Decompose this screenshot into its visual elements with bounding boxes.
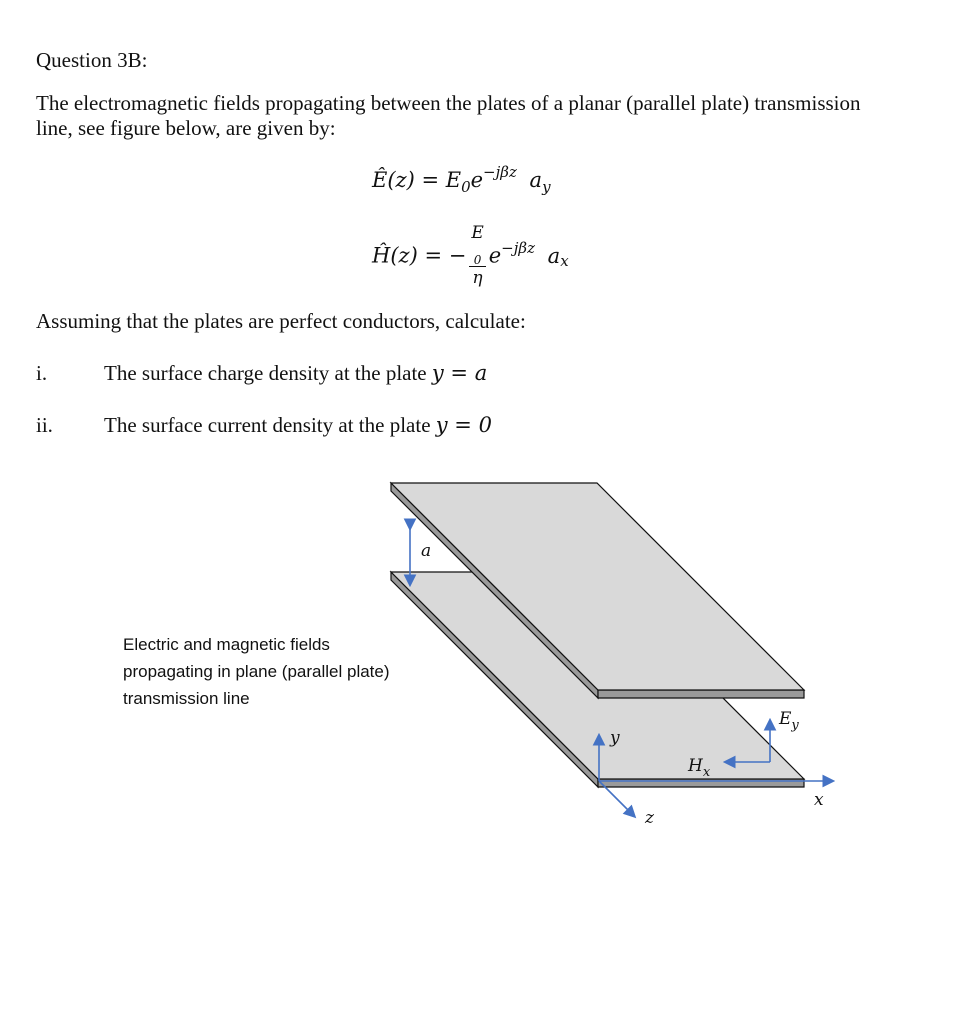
label-ey-sub: y	[791, 718, 799, 733]
equation-h-num-sub: 0	[473, 253, 482, 267]
equation-h-num: E	[471, 223, 484, 243]
label-hx-main: H	[688, 756, 703, 776]
label-hx-sub: x	[702, 765, 711, 780]
equation-h-lhs: Ĥ(z) = −	[372, 243, 467, 268]
equation-h-vec: a	[547, 243, 561, 268]
equation-e-sub: 0	[461, 178, 471, 196]
label-ey	[778, 709, 799, 733]
caption-line-3: transmission line	[123, 689, 250, 708]
item-2-number: ii.	[36, 413, 53, 437]
label-x: x	[814, 790, 824, 810]
equation-e-lhs: Ê(z) = E	[372, 168, 462, 192]
label-a: a	[421, 541, 432, 561]
caption-line-2: propagating in plane (parallel plate)	[123, 662, 390, 681]
intro-line-2: line, see figure below, are given by:	[36, 116, 336, 140]
question-heading: Question 3B:	[36, 48, 148, 72]
equation-e-exp: −jβz	[483, 163, 517, 181]
item-1-math: y = a	[431, 361, 488, 385]
item-1-text: The surface charge density at the plate	[104, 361, 432, 385]
item-2-math: y = 0	[435, 413, 492, 437]
equation-h-base: e	[488, 243, 502, 268]
label-ey-main: E	[779, 709, 792, 729]
equation-e-vec-sub: y	[542, 178, 551, 196]
item-1-number: i.	[36, 361, 48, 385]
label-z: z	[645, 808, 654, 828]
equation-h-den: η	[472, 268, 483, 288]
label-y: y	[610, 728, 620, 748]
equation-e-vec: a	[529, 168, 543, 192]
equation-e-base: e	[470, 168, 484, 192]
item-2-text: The surface current density at the plate	[104, 413, 436, 437]
equation-h-vec-sub: x	[560, 251, 569, 270]
assumption-text: Assuming that the plates are perfect conductors, calculate:	[36, 309, 526, 333]
caption-line-1: Electric and magnetic fields	[123, 635, 330, 654]
intro-line-1: The electromagnetic fields propagating between the plates of a planar (parallel plate) transmission	[36, 91, 861, 115]
equation-h-exp: −jβz	[501, 238, 535, 257]
